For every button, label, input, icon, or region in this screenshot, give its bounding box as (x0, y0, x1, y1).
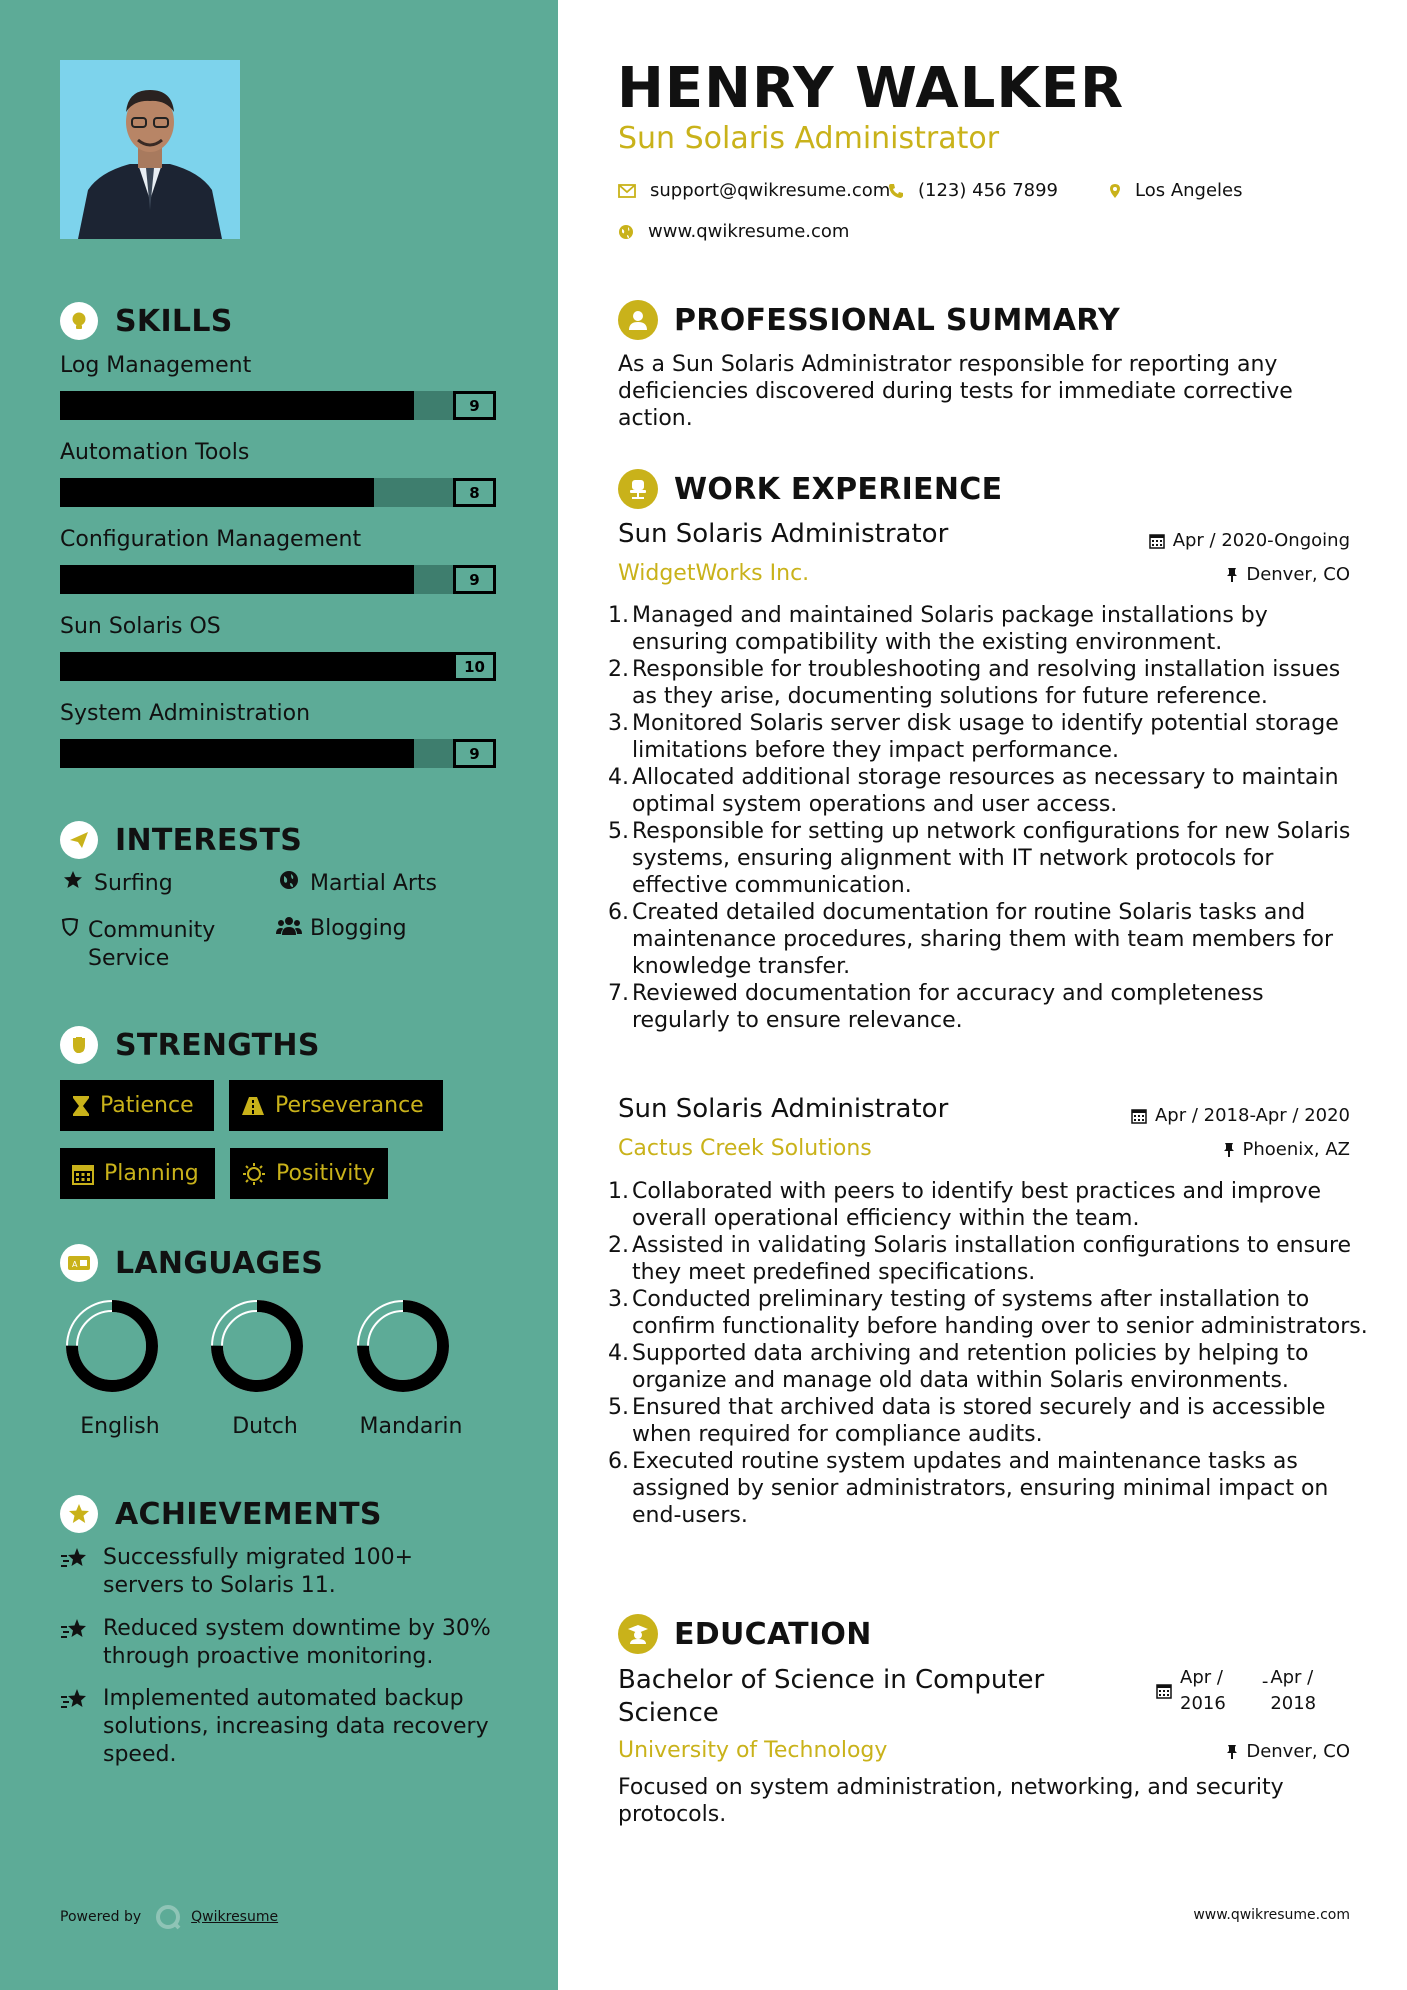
hourglass-icon (72, 1095, 90, 1117)
language-ring (65, 1299, 159, 1393)
bullet-number: 6. (608, 1449, 629, 1474)
interests-title: INTERESTS (115, 822, 303, 858)
education-text: Focused on system administration, networking, and security protocols. (618, 1775, 1284, 1827)
pushpin-icon (1223, 1142, 1235, 1158)
powered-by-label: Powered by (60, 1909, 142, 1925)
skill-bar (60, 565, 496, 594)
strength-label: Perseverance (275, 1093, 424, 1118)
bullet-number: 5. (608, 1395, 629, 1420)
calendar-icon (1131, 1108, 1147, 1124)
calendar-icon (1156, 1665, 1172, 1717)
bullet-text: Responsible for troubleshooting and resolving installation issues as they arise, documenting solutions for future reference. (632, 657, 1341, 709)
interest-item-blogging (276, 915, 407, 943)
bullet-text: Monitored Solaris server disk usage to identify potential storage limitations before they impact performance. (632, 711, 1339, 763)
skill-level: 9 (453, 565, 496, 594)
contact-phone[interactable] (888, 180, 1058, 201)
job-bullet (608, 899, 1368, 980)
main-content (558, 0, 1407, 1990)
bullet-number: 3. (608, 711, 629, 736)
skill-name: System Administration (60, 701, 311, 726)
job-date (1131, 1105, 1350, 1126)
job-bullet (608, 818, 1368, 899)
qwikresume-link[interactable]: Qwikresume (191, 1909, 279, 1925)
footer-url[interactable]: www.qwikresume.com (1193, 1907, 1350, 1923)
job-date-text: Apr / 2018-Apr / 2020 (1154, 1105, 1350, 1126)
job-location (1223, 1139, 1351, 1160)
bullet-text: Allocated additional storage resources as necessary to maintain optimal system operations and user access. (632, 765, 1339, 817)
job-company: Cactus Creek Solutions (618, 1136, 872, 1161)
bullet-text: Executed routine system updates and maintenance tasks as assigned by senior administrators, ensuring minimal impact on end-users. (632, 1449, 1329, 1528)
interest-label: Martial Arts (310, 871, 438, 896)
svg-text:A: A (72, 1260, 78, 1269)
start-year: 2016 (1180, 1693, 1226, 1714)
graduate-icon (618, 1614, 658, 1654)
job-bullet (608, 1286, 1368, 1340)
bullet-number: 2. (608, 657, 629, 682)
strength-perseverance (229, 1080, 443, 1131)
skill-name: Log Management (60, 353, 252, 378)
interest-label: Surfing (94, 871, 173, 896)
skill-name: Configuration Management (60, 527, 362, 552)
bullet-number: 7. (608, 981, 629, 1006)
strengths-title: STRENGTHS (115, 1027, 320, 1063)
bullet-number: 3. (608, 1287, 629, 1312)
bullet-number: 4. (608, 1341, 629, 1366)
skill-bar-remainder (414, 565, 453, 594)
calendar-icon (72, 1163, 94, 1185)
job-location-text: Denver, CO (1246, 564, 1350, 585)
bullet-text: Reviewed documentation for accuracy and completeness regularly to ensure relevance. (632, 981, 1264, 1033)
job-bullet (608, 1448, 1368, 1529)
education-heading (618, 1614, 872, 1654)
users-icon (276, 915, 302, 937)
job-bullet (608, 1232, 1368, 1286)
language-name: English (80, 1414, 160, 1439)
job-bullets (608, 1178, 1368, 1529)
job-bullet (608, 1178, 1368, 1232)
interest-item-community-service (60, 917, 250, 973)
calendar-icon (1149, 533, 1165, 549)
experience-heading (618, 469, 1002, 509)
bullet-number: 4. (608, 765, 629, 790)
end-year: 2018 (1270, 1693, 1317, 1714)
contact-email[interactable] (618, 180, 890, 201)
job-bullet (608, 656, 1368, 710)
job-location-text: Phoenix, AZ (1242, 1139, 1350, 1160)
languages-heading (60, 1244, 323, 1282)
language-name: Dutch (232, 1414, 298, 1439)
achievement-item (60, 1544, 500, 1600)
job-bullets (608, 602, 1368, 1034)
bullet-text: Ensured that archived data is stored securely and is accessible when required for compliance audits. (632, 1395, 1326, 1447)
globe-icon (276, 870, 302, 890)
education-title: EDUCATION (674, 1616, 872, 1652)
pushpin-icon (1226, 567, 1238, 583)
bullet-number: 5. (608, 819, 629, 844)
job-location (1226, 564, 1350, 585)
phone-text: (123) 456 7899 (918, 180, 1059, 201)
skill-bar-remainder (414, 391, 453, 420)
user-icon (618, 300, 658, 340)
skills-heading (60, 302, 233, 340)
bullet-number: 1. (608, 603, 629, 628)
strengths-heading (60, 1026, 320, 1064)
skill-bar (60, 652, 496, 681)
strength-positivity (230, 1148, 388, 1199)
skill-level: 10 (453, 652, 496, 681)
star-icon (60, 870, 86, 890)
skill-bar-remainder (414, 739, 453, 768)
star-badge-icon (60, 1495, 98, 1533)
skills-title: SKILLS (115, 303, 233, 339)
bullet-text: Assisted in validating Solaris installation configurations to ensure they meet predefined specifications. (632, 1233, 1352, 1285)
lightbulb-icon (60, 302, 98, 340)
phone-icon (888, 183, 904, 199)
qwikresume-logo-icon (155, 1904, 181, 1930)
candidate-role: Sun Solaris Administrator (618, 121, 1000, 156)
bullet-text: Supported data archiving and retention policies by helping to organize and manage old data within Solaris environments. (632, 1341, 1309, 1393)
office-chair-icon (618, 469, 658, 509)
map-pin-icon (1109, 183, 1121, 199)
interest-item-surfing (60, 870, 173, 898)
star-burst-icon (60, 1685, 92, 1769)
languages-title: LANGUAGES (115, 1245, 324, 1281)
road-icon (241, 1096, 265, 1116)
job-bullet (608, 764, 1368, 818)
job-bullet (608, 980, 1368, 1034)
start-month: Apr / (1180, 1667, 1223, 1688)
fist-icon (60, 1026, 98, 1064)
skill-level: 9 (453, 391, 496, 420)
star-burst-icon (60, 1544, 92, 1600)
powered-by (60, 1904, 278, 1930)
job-title: Sun Solaris Administrator (618, 1094, 949, 1124)
strength-patience (60, 1080, 214, 1131)
end-month: Apr / (1270, 1667, 1314, 1688)
achievement-item (60, 1615, 500, 1671)
interest-label: Community Service (88, 918, 216, 971)
skill-name: Automation Tools (60, 440, 250, 465)
achievement-text: Reduced system downtime by 30% through proactive monitoring. (103, 1616, 491, 1669)
bullet-text: Created detailed documentation for routine Solaris tasks and maintenance procedures, sharing them with team members for knowledge transfer. (632, 900, 1334, 979)
bullet-text: Responsible for setting up network configurations for new Solaris systems, ensuring alignment with IT network protocols for effective communication. (632, 819, 1351, 898)
strength-label: Patience (100, 1093, 194, 1118)
achievement-text: Successfully migrated 100+ servers to Solaris 11. (103, 1545, 414, 1598)
contact-location (1109, 180, 1243, 201)
achievements-heading (60, 1495, 382, 1533)
skill-bar (60, 478, 496, 507)
skill-bar (60, 739, 496, 768)
shield-icon (60, 917, 80, 937)
interests-heading (60, 821, 302, 859)
job-bullet (608, 1394, 1368, 1448)
achievement-item (60, 1685, 500, 1769)
achievement-text: Implemented automated backup solutions, increasing data recovery speed. (103, 1686, 489, 1767)
candidate-name: HENRY WALKER (617, 56, 1125, 121)
education-date (1156, 1665, 1316, 1717)
paper-plane-icon (60, 821, 98, 859)
globe-icon (618, 224, 634, 240)
email-text: support@qwikresume.com (650, 180, 891, 201)
language-card-icon (60, 1244, 98, 1282)
pushpin-icon (1226, 1744, 1238, 1760)
job-date (1149, 530, 1350, 551)
strength-planning (60, 1148, 215, 1199)
bullet-number: 1. (608, 1179, 629, 1204)
bullet-text: Managed and maintained Solaris package installations by ensuring compatibility with the existing environment. (632, 603, 1268, 655)
summary-heading (618, 300, 1120, 340)
contact-website[interactable] (618, 221, 849, 242)
skill-bar-remainder (374, 478, 453, 507)
summary-text: As a Sun Solaris Administrator responsible for reporting any deficiencies discovered during tests for immediate corrective action. (618, 352, 1293, 431)
summary-title: PROFESSIONAL SUMMARY (674, 302, 1121, 338)
star-burst-icon (60, 1615, 92, 1671)
skill-name: Sun Solaris OS (60, 614, 221, 639)
language-ring (356, 1299, 450, 1393)
school-name: University of Technology (618, 1738, 888, 1763)
job-bullet (608, 602, 1368, 656)
skill-level: 9 (453, 739, 496, 768)
experience-title: WORK EXPERIENCE (674, 471, 1003, 507)
language-name: Mandarin (359, 1414, 463, 1439)
degree-title: Bachelor of Science in Computer Science (618, 1665, 1045, 1728)
location-text: Los Angeles (1135, 180, 1243, 201)
bullet-number: 2. (608, 1233, 629, 1258)
language-ring (210, 1299, 304, 1393)
job-company: WidgetWorks Inc. (618, 561, 810, 586)
profile-photo (60, 60, 240, 239)
skill-bar (60, 391, 496, 420)
skill-level: 8 (453, 478, 496, 507)
achievements-title: ACHIEVEMENTS (115, 1496, 382, 1532)
bullet-text: Collaborated with peers to identify best practices and improve overall operational efficiency within the team. (632, 1179, 1322, 1231)
job-date-text: Apr / 2020-Ongoing (1172, 530, 1350, 551)
strength-label: Planning (104, 1161, 199, 1186)
interest-label: Blogging (310, 916, 407, 941)
strength-label: Positivity (276, 1161, 376, 1186)
bullet-number: 6. (608, 900, 629, 925)
sidebar (0, 0, 558, 1990)
job-bullet (608, 1340, 1368, 1394)
website-text: www.qwikresume.com (648, 221, 850, 242)
bullet-text: Conducted preliminary testing of systems after installation to confirm functionality before handing over to senior administrators. (632, 1287, 1368, 1339)
sun-icon (242, 1162, 266, 1186)
job-bullet (608, 710, 1368, 764)
date-separator: - (1261, 1671, 1269, 1692)
education-location-text: Denver, CO (1246, 1741, 1350, 1762)
interest-item-martial-arts (276, 870, 437, 898)
envelope-icon (618, 184, 636, 198)
job-title: Sun Solaris Administrator (618, 519, 949, 549)
education-location (1226, 1741, 1350, 1762)
